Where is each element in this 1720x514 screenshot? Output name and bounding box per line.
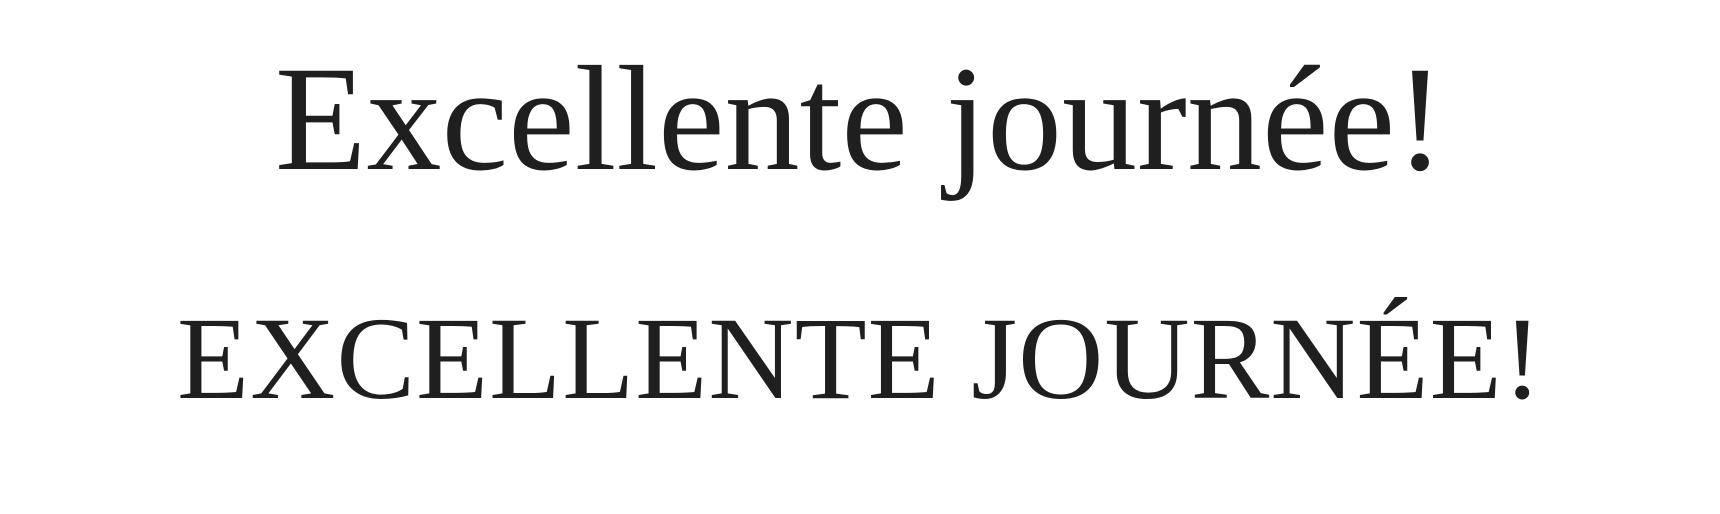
specimen-line-lowercase: Excellente journée! bbox=[274, 36, 1446, 202]
specimen-line-small-caps: EXCELLENTE JOURNÉE! bbox=[177, 293, 1543, 424]
